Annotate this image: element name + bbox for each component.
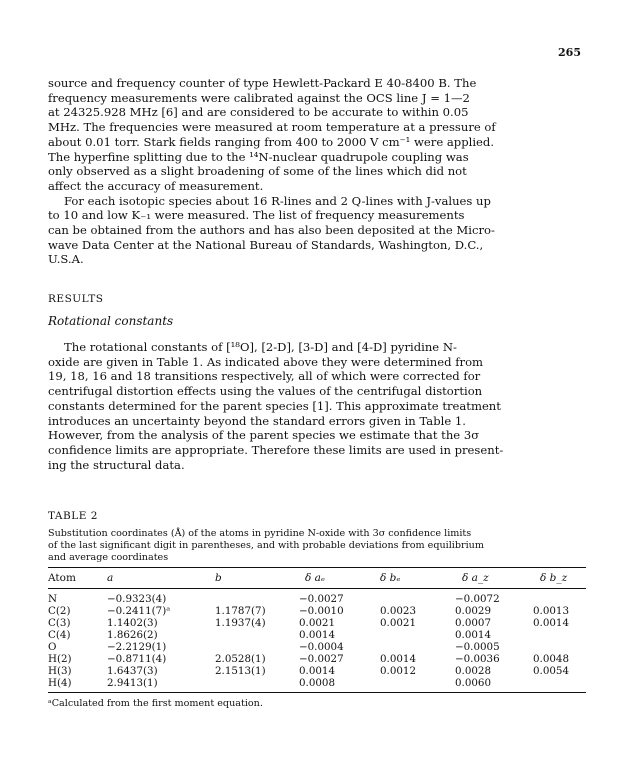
text-line: The hyperfine splitting due to the ¹⁴N-nuclear quadrupole coupling was [48, 149, 469, 164]
caption-line: Substitution coordinates (Å) of the atoms in pyridine N-oxide with 3σ confidence limits [48, 528, 472, 539]
cell-delta-be: 0.0023 [380, 605, 417, 617]
column-header-a: a [107, 572, 114, 584]
text-line: However, from the analysis of the parent species we estimate that the 3σ [48, 428, 480, 443]
text-line: ing the structural data. [48, 457, 185, 472]
table-row [0, 617, 625, 629]
cell-delta-ae: 0.0021 [299, 617, 336, 629]
cell-a: 1.8626(2) [107, 629, 158, 641]
text-line: U.S.A. [48, 252, 84, 267]
cell-atom: H(4) [48, 677, 72, 689]
caption-line: and average coordinates [48, 552, 169, 563]
cell-a: 2.9413(1) [107, 677, 158, 689]
table-top-rule [48, 567, 586, 568]
cell-delta-az: 0.0028 [455, 665, 492, 677]
column-header-atom: Atom [48, 572, 76, 584]
table-row [0, 593, 625, 605]
column-header-delta-az: δ a_z [462, 572, 489, 584]
table-footnote: ᵃCalculated from the first moment equation. [48, 698, 263, 709]
cell-delta-az: 0.0060 [455, 677, 492, 689]
text-line: MHz. The frequencies were measured at room temperature at a pressure of [48, 120, 496, 135]
text-line: affect the accuracy of measurement. [48, 178, 264, 193]
cell-atom: C(3) [48, 617, 71, 629]
text-line: wave Data Center at the National Bureau of Standards, Washington, D.C., [48, 237, 484, 252]
text-line: at 24325.928 MHz [6] and are considered to be accurate to within 0.05 [48, 105, 469, 120]
cell-delta-bz: 0.0013 [533, 605, 570, 617]
cell-delta-az: −0.0036 [455, 653, 500, 665]
cell-delta-az: −0.0072 [455, 593, 500, 605]
text-line: about 0.01 torr. Stark fields ranging from 400 to 2000 V cm⁻¹ were applied. [48, 134, 495, 149]
cell-a: −0.2411(7)ᵃ [107, 605, 171, 617]
cell-atom: H(3) [48, 665, 72, 677]
cell-b: 2.1513(1) [215, 665, 266, 677]
cell-a: −0.9323(4) [107, 593, 167, 605]
cell-delta-bz: 0.0014 [533, 617, 570, 629]
cell-delta-be: 0.0014 [380, 653, 417, 665]
text-line: 19, 18, 16 and 18 transitions respectively, all of which were corrected for [48, 369, 481, 384]
text-line: to 10 and low K₋₁ were measured. The list of frequency measurements [48, 208, 465, 223]
cell-delta-az: 0.0014 [455, 629, 492, 641]
cell-delta-be: 0.0021 [380, 617, 417, 629]
table-row [0, 629, 625, 641]
cell-a: −0.8711(4) [107, 653, 167, 665]
text-line: frequency measurements were calibrated against the OCS line J = 1—2 [48, 90, 470, 105]
text-line: introduces an uncertainty beyond the standard errors given in Table 1. [48, 413, 466, 428]
column-header-delta-ae: δ aₑ [305, 572, 325, 584]
column-header-b: b [215, 572, 222, 584]
text-line: constants determined for the parent species [1]. This approximate treatment [48, 398, 501, 413]
cell-delta-ae: 0.0014 [299, 665, 336, 677]
page-number: 265 [558, 46, 581, 59]
cell-delta-ae: −0.0010 [299, 605, 344, 617]
text-line: oxide are given in Table 1. As indicated above they were determined from [48, 354, 484, 369]
text-line: The rotational constants of [¹⁸O], [2-D], [3-D] and [4-D] pyridine N- [64, 340, 457, 354]
table-row [0, 665, 625, 677]
table-row [0, 677, 625, 689]
cell-a: −2.2129(1) [107, 641, 167, 653]
cell-delta-ae: −0.0027 [299, 653, 344, 665]
text-line: can be obtained from the authors and has also been deposited at the Micro- [48, 223, 495, 238]
section-heading-results: RESULTS [48, 293, 104, 305]
cell-delta-bz: 0.0048 [533, 653, 570, 665]
column-header-delta-be: δ bₑ [380, 572, 401, 584]
cell-a: 1.6437(3) [107, 665, 158, 677]
table-row [0, 605, 625, 617]
column-header-delta-bz: δ b_z [540, 572, 568, 584]
cell-b: 1.1787(7) [215, 605, 266, 617]
cell-b: 1.1937(4) [215, 617, 266, 629]
cell-atom: H(2) [48, 653, 72, 665]
cell-delta-ae: 0.0008 [299, 677, 336, 689]
paragraph-rotational-constants [48, 340, 583, 472]
cell-delta-bz: 0.0054 [533, 665, 570, 677]
text-line: For each isotopic species about 16 R-lines and 2 Q-lines with J-values up [64, 193, 491, 208]
text-line: confidence limits are appropriate. Therefore these limits are used in present- [48, 442, 504, 457]
subsection-heading: Rotational constants [48, 314, 174, 328]
table-header-rule [48, 588, 586, 589]
cell-delta-ae: 0.0014 [299, 629, 336, 641]
cell-delta-az: 0.0029 [455, 605, 492, 617]
cell-delta-be: 0.0012 [380, 665, 417, 677]
cell-delta-ae: −0.0027 [299, 593, 344, 605]
cell-atom: C(2) [48, 605, 71, 617]
cell-atom: O [48, 641, 57, 653]
caption-line: of the last significant digit in parentheses, and with probable deviations from equilibrium [48, 540, 484, 551]
table-row [0, 641, 625, 653]
text-line: only observed as a slight broadening of some of the lines which did not [48, 164, 467, 179]
cell-a: 1.1402(3) [107, 617, 158, 629]
cell-delta-az: 0.0007 [455, 617, 492, 629]
cell-delta-ae: −0.0004 [299, 641, 344, 653]
cell-delta-az: −0.0005 [455, 641, 500, 653]
text-line: source and frequency counter of type Hewlett-Packard E 40-8400 B. The [48, 76, 477, 90]
paragraph-instrumentation [48, 76, 583, 267]
cell-b: 2.0528(1) [215, 653, 266, 665]
table-label: TABLE 2 [48, 510, 98, 522]
table-caption [48, 528, 588, 564]
cell-atom: C(4) [48, 629, 71, 641]
table-row [0, 653, 625, 665]
cell-atom: N [48, 593, 58, 605]
text-line: centrifugal distortion effects using the values of the centrifugal distortion [48, 384, 483, 399]
table-bottom-rule [48, 692, 586, 693]
